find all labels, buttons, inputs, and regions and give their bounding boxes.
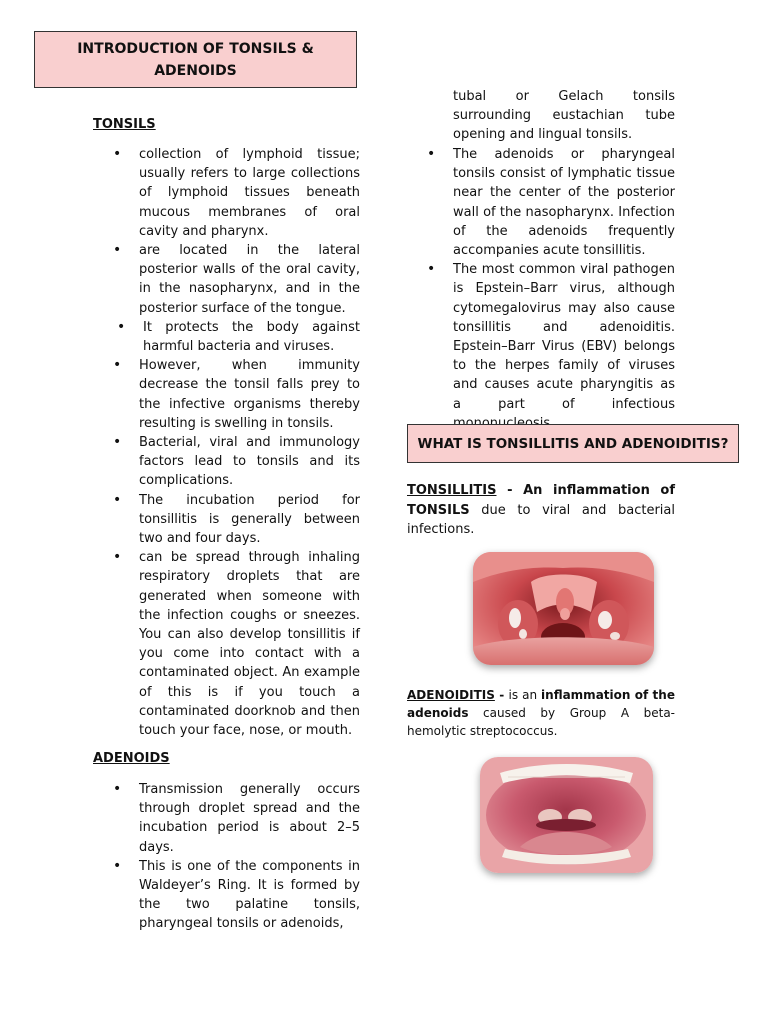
tonsils-heading: TONSILS <box>93 117 156 132</box>
adenoids-list-right <box>407 145 675 433</box>
adenoids-continuation: tubal or Gelach tonsils surrounding eustachian tube opening and lingual tonsils. <box>453 89 675 143</box>
tonsillitis-definition <box>407 481 675 540</box>
adenoiditis-photo <box>480 757 653 873</box>
adenoiditis-term: ADENOIDITIS <box>407 688 495 702</box>
tonsillitis-photo <box>473 552 654 665</box>
tonsillitis-bold: An inflammation of TONSILS <box>407 483 676 518</box>
list-item: • The most common viral pathogen is Epstein–Barr virus, although cytomegalovirus may also cause tonsillitis and adenoiditis. Epstein–Barr Virus (EBV) belongs to the herpes family of viruses and causes acute pharyngitis as a part of infectious <box>407 260 675 433</box>
list-item: • Bacterial, viral and immunology factors lead to tonsils and its complications. <box>93 433 360 491</box>
list-item: • are located in the lateral posterior walls of the oral cavity, in the nasopharynx, and in the posterior surface of the tongue. <box>93 241 360 318</box>
tonsillitis-rest: due to viral and bacterial infections. <box>407 502 675 537</box>
list-item: • However, when immunity decrease the tonsil falls prey to the infective organisms thereby resulting is swelling in tonsils. <box>93 356 360 433</box>
list-item: • can be spread through inhaling respiratory droplets that are generated when someone with the infection coughs or sneezes. You can also develop tonsillitis if you come into contact with a contaminated object. An example of this is if you touch a contaminated doorknob and then touch your face, nose, or mouth. <box>93 548 360 740</box>
list-item: • collection of lymphoid tissue; usually refers to large collections of lymphoid tissues beneath mucous membranes of oral cavity and pharynx. <box>93 145 360 241</box>
definition-dash: - <box>494 688 509 702</box>
list-item: • Transmission generally occurs through droplet spread and the incubation period is about 2–5 days. <box>93 780 360 857</box>
tonsillitis-term: TONSILLITIS <box>407 483 497 498</box>
definition-dash: - <box>496 483 524 498</box>
section-heading-question: WHAT IS TONSILLITIS AND ADENOIDITIS? <box>407 424 739 463</box>
adenoids-list <box>93 780 360 934</box>
page-title: INTRODUCTION OF TONSILS & ADENOIDS <box>34 31 357 88</box>
adenoiditis-rest: caused by Group A beta-hemolytic streptococcus. <box>407 706 675 738</box>
tonsils-list <box>93 145 360 740</box>
list-item: • The adenoids or pharyngeal tonsils consist of lymphatic tissue near the center of the posterior wall of the nasopharynx. Infection of the adenoids frequently accompanies acute tonsillitis. <box>407 145 675 260</box>
adenoiditis-definition <box>407 686 675 740</box>
list-item: • The incubation period for tonsillitis is generally between two and four days. <box>93 491 360 549</box>
list-item: • This is one of the components in Waldeyer’s Ring. It is formed by the two palatine tonsils, pharyngeal tonsils or adenoids, <box>93 857 360 934</box>
list-item: • It protects the body against harmful bacteria and viruses. <box>93 318 360 356</box>
adenoiditis-bold: inflammation of the adenoids <box>407 688 675 720</box>
adenoiditis-plain: is an <box>508 688 542 702</box>
adenoids-heading: ADENOIDS <box>93 751 170 766</box>
